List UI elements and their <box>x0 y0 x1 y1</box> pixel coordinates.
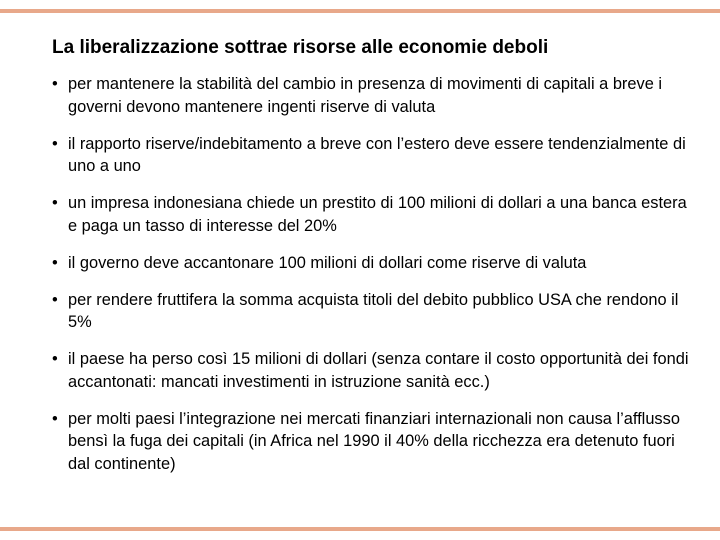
bullet-text: il governo deve accantonare 100 milioni di dollari come riserve di valuta <box>68 253 587 272</box>
top-rule <box>0 9 720 13</box>
bullet-dot-icon: • <box>52 134 58 153</box>
bullet-dot-icon: • <box>52 350 58 368</box>
bullet-item <box>52 192 692 237</box>
bullet-text: per molti paesi l’integrazione nei mercati finanziari internazionali non causa l’afflusso bensì la fuga dei capitali (in Africa nel 1990 il 40% della ricchezza era detenuto fuori dal continente) <box>68 409 680 473</box>
bullet-item <box>52 348 692 393</box>
bullet-dot-icon: • <box>52 409 58 428</box>
bullet-item <box>52 252 692 275</box>
bullet-item <box>52 133 692 178</box>
slide-title: La liberalizzazione sottrae risorse alle economie deboli <box>52 37 549 58</box>
bullet-text: per mantenere la stabilità del cambio in presenza di movimenti di capitali a breve i governi devono mantenere ingenti riserve di valuta <box>68 75 663 116</box>
bullet-text: il paese ha perso così 15 milioni di dollari (senza contare il costo opportunità dei fondi accantonati: mancati investimenti in istruzione sanità ecc.) <box>68 350 689 391</box>
bullet-item <box>52 73 692 118</box>
bullet-dot-icon: • <box>52 290 58 309</box>
bullet-item <box>52 289 692 334</box>
bullet-dot-icon: • <box>52 75 58 93</box>
bullet-text: per rendere fruttifera la somma acquista titoli del debito pubblico USA che rendono il 5% <box>68 290 679 331</box>
bottom-rule <box>0 527 720 531</box>
bullet-text: un impresa indonesiana chiede un prestito di 100 milioni di dollari a una banca estera e paga un tasso di interesse del 20% <box>68 194 687 235</box>
bullet-list <box>52 73 692 490</box>
bullet-text: il rapporto riserve/indebitamento a breve con l’estero deve essere tendenzialmente di uno a uno <box>68 134 686 175</box>
bullet-dot-icon: • <box>52 253 58 272</box>
bullet-item <box>52 408 692 476</box>
bullet-dot-icon: • <box>52 194 58 212</box>
